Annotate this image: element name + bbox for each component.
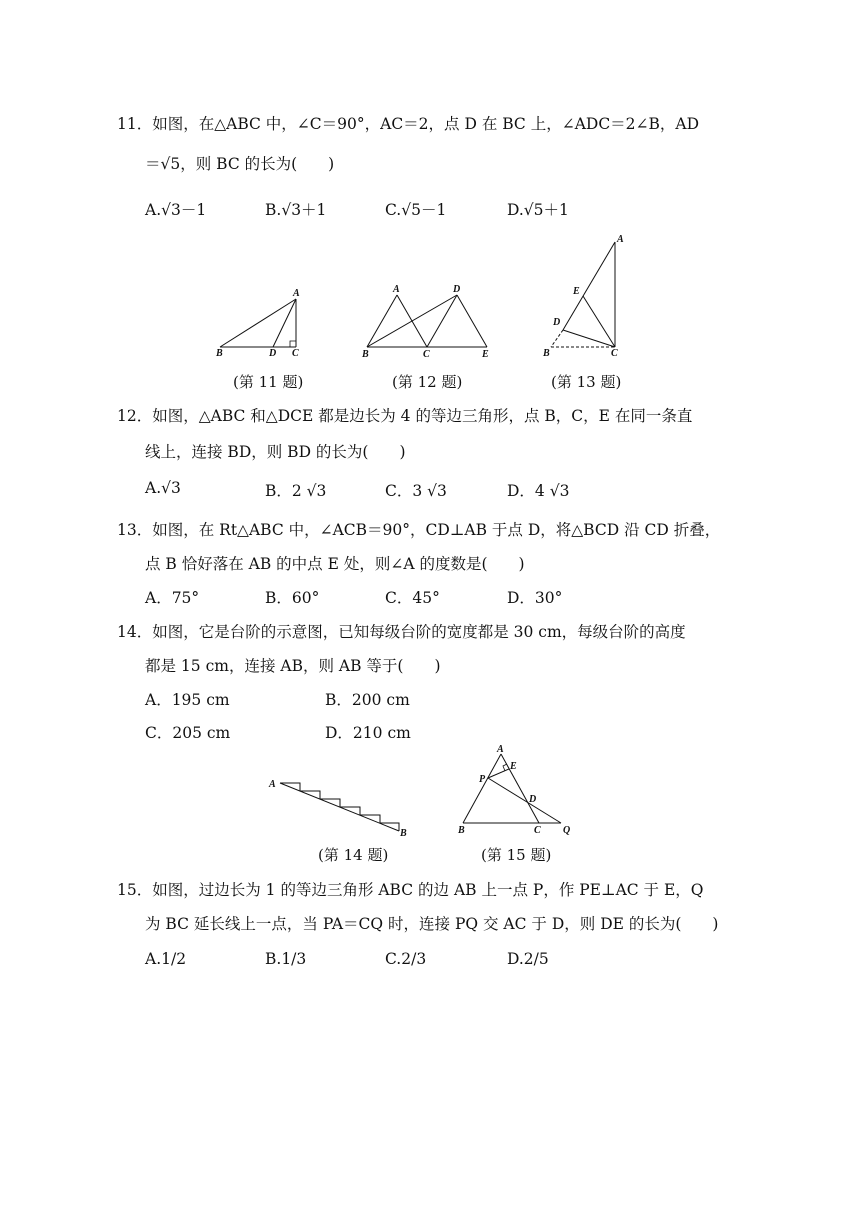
question-13-option-b: B．60°: [265, 589, 320, 607]
question-13-line-2: 点 B 恰好落在 AB 的中点 E 处，则∠A 的度数是( ): [145, 555, 525, 573]
fig14-label-b: B: [400, 828, 407, 838]
question-12-option-d: D．4 √3: [507, 482, 570, 500]
fig15-label-e: E: [510, 761, 517, 772]
question-13-line-1: 13．如图，在 Rt△ABC 中，∠ACB＝90°，CD⊥AB 于点 D，将△BCD 沿 CD 折叠，: [117, 521, 721, 539]
caption-figure-15: (第 15 题): [481, 846, 552, 864]
fig13-label-e: E: [573, 286, 580, 297]
fig11-label-a: A: [293, 288, 300, 299]
question-11-option-a: A.√3－1: [145, 201, 207, 219]
question-14-line-2: 都是 15 cm，连接 AB，则 AB 等于( ): [145, 657, 441, 675]
question-11-option-d: D.√5＋1: [507, 201, 569, 219]
fig15-label-b: B: [458, 825, 465, 836]
question-14-option-a: A．195 cm: [145, 691, 230, 709]
fig15-label-q: Q: [563, 825, 571, 836]
question-12-option-c: C．3 √3: [385, 482, 447, 500]
caption-figure-13: (第 13 题): [551, 373, 622, 391]
question-11-option-b: B.√3＋1: [265, 201, 327, 219]
question-11-line-1: 11．如图，在△ABC 中，∠C＝90°，AC＝2，点 D 在 BC 上，∠ADC＝2∠B，AD: [117, 115, 700, 133]
question-11-option-c: C.√5－1: [385, 201, 447, 219]
fig13-label-a: A: [617, 234, 624, 245]
fig11-label-b: B: [216, 348, 223, 359]
question-14-option-c: C．205 cm: [145, 724, 231, 742]
figure-13: [535, 228, 635, 362]
figure-12: [355, 280, 500, 360]
fig15-label-d: D: [529, 794, 537, 805]
question-13-option-d: D．30°: [507, 589, 563, 607]
fig13-label-c: C: [611, 348, 618, 359]
question-14-option-b: B．200 cm: [325, 691, 410, 709]
caption-figure-14: (第 14 题): [318, 846, 389, 864]
question-15-line-2: 为 BC 延长线上一点，当 PA＝CQ 时，连接 PQ 交 AC 于 D，则 DE 的长为( ): [145, 915, 719, 933]
fig12-label-e: E: [482, 349, 489, 360]
fig13-label-b: B: [543, 348, 550, 359]
question-15-option-c: C.2/3: [385, 950, 427, 968]
question-14-option-d: D．210 cm: [325, 724, 411, 742]
question-12-option-a: A.√3: [145, 479, 181, 497]
fig15-label-a: A: [497, 744, 504, 755]
question-12-option-b: B．2 √3: [265, 482, 327, 500]
figure-14: [265, 772, 413, 838]
fig11-label-d: D: [269, 348, 277, 359]
figure-15: [452, 742, 582, 840]
question-12-line-2: 线上，连接 BD，则 BD 的长为( ): [145, 443, 406, 461]
caption-figure-12: (第 12 题): [392, 373, 463, 391]
fig13-label-d: D: [553, 317, 561, 328]
fig15-label-p: P: [479, 774, 486, 785]
question-13-option-a: A．75°: [145, 589, 200, 607]
fig12-label-d: D: [453, 284, 461, 295]
fig12-label-a: A: [393, 284, 400, 295]
question-13-option-c: C．45°: [385, 589, 440, 607]
fig14-label-a: A: [269, 779, 276, 790]
question-14-line-1: 14．如图，它是台阶的示意图，已知每级台阶的宽度都是 30 cm，每级台阶的高度: [117, 623, 686, 641]
question-15-line-1: 15．如图，过边长为 1 的等边三角形 ABC 的边 AB 上一点 P，作 PE⊥AC 于 E，Q: [117, 881, 704, 899]
question-11-line-2: ＝√5，则 BC 的长为( ): [145, 155, 335, 173]
question-15-option-b: B.1/3: [265, 950, 307, 968]
fig11-label-c: C: [292, 348, 299, 359]
question-12-line-1: 12．如图，△ABC 和△DCE 都是边长为 4 的等边三角形，点 B，C，E 在同一条直: [117, 407, 693, 425]
figure-11: [210, 284, 310, 360]
caption-figure-11: (第 11 题): [233, 373, 304, 391]
question-15-option-d: D.2/5: [507, 950, 549, 968]
fig12-label-b: B: [362, 349, 369, 360]
question-15-option-a: A.1/2: [145, 950, 187, 968]
fig12-label-c: C: [423, 349, 430, 360]
fig15-label-c: C: [534, 825, 541, 836]
